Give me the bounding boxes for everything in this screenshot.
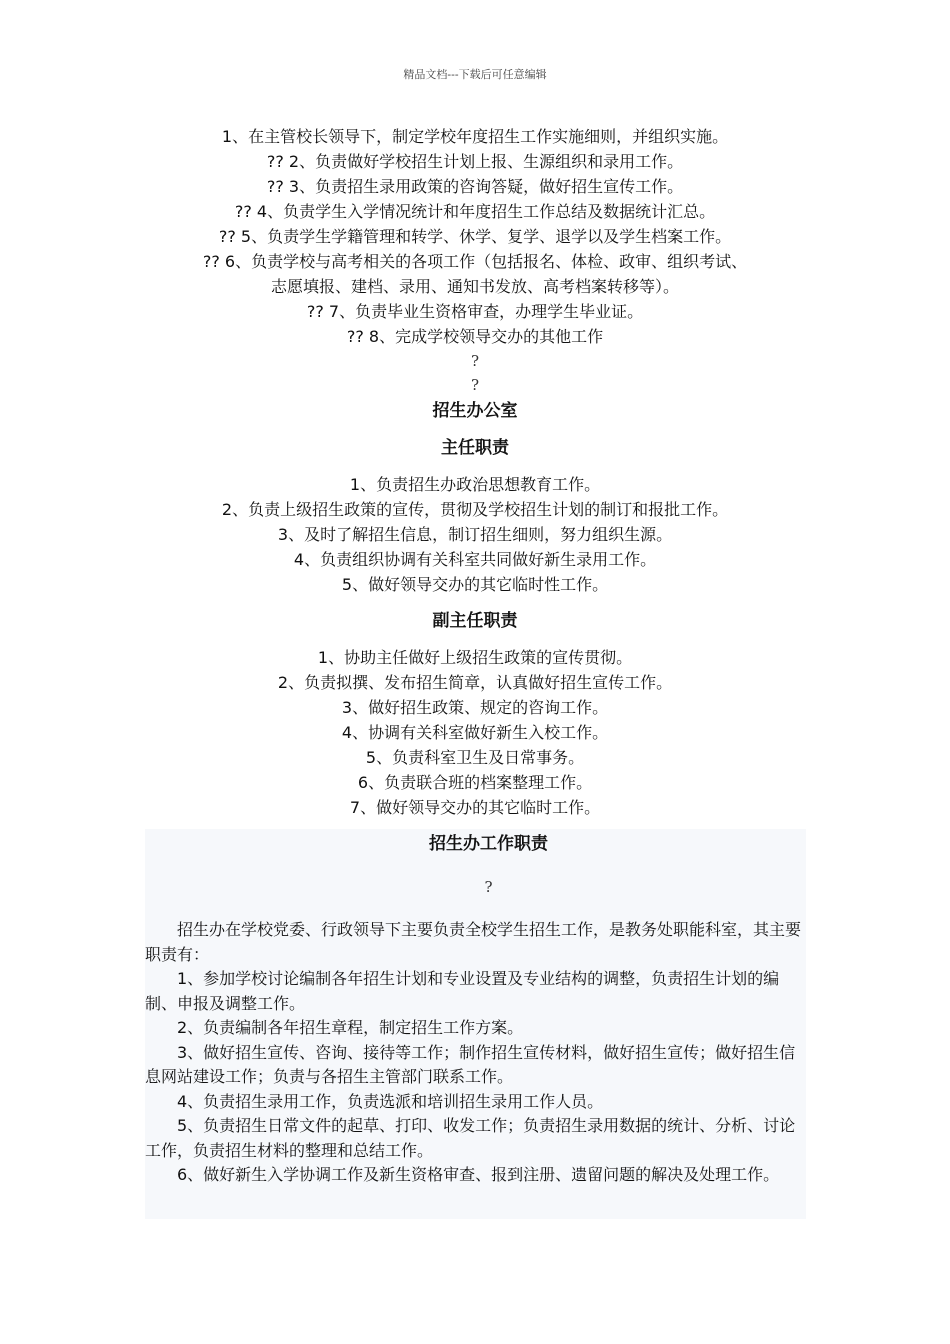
top-duties-list — [0, 124, 950, 349]
list-item: ?? 4、负责学生入学情况统计和年度招生工作总结及数据统计汇总。 — [234, 202, 716, 221]
list-item: 5、负责科室卫生及日常事务。 — [365, 748, 585, 767]
list-item: 2、负责拟撰、发布招生简章，认真做好招生宣传工作。 — [277, 673, 673, 692]
duty-paragraph: 3、做好招生宣传、咨询、接待等工作；制作招生宣传材料，做好招生宣传；做好招生信息网站建设工作；负责与各招生主管部门联系工作。 — [145, 1042, 796, 1086]
list-item: 4、协调有关科室做好新生入校工作。 — [341, 723, 609, 742]
duty-paragraph: 6、做好新生入学协调工作及新生资格审查、报到注册、遗留问题的解决及处理工作。 — [177, 1165, 780, 1184]
deputy-duties-list — [0, 645, 950, 820]
duty-paragraph: 2、负责编制各年招生章程，制定招生工作方案。 — [177, 1018, 524, 1037]
list-item: ?? 6、负责学校与高考相关的各项工作（包括报名、体检、政审、组织考试、 — [202, 252, 748, 271]
list-item: 1、负责招生办政治思想教育工作。 — [349, 475, 601, 494]
office-duties-body — [145, 918, 806, 1188]
list-item: 4、负责组织协调有关科室共同做好新生录用工作。 — [293, 550, 657, 569]
duty-paragraph: 4、负责招生录用工作，负责选派和培训招生录用工作人员。 — [177, 1091, 604, 1111]
director-duties-list — [0, 472, 950, 597]
list-item: ?? 3、负责招生录用政策的咨询答疑，做好招生宣传工作。 — [266, 177, 684, 196]
deputy-title: 副主任职责 — [432, 611, 518, 631]
list-item: 7、做好领导交办的其它临时工作。 — [349, 798, 601, 817]
duty-paragraph: 1、参加学校讨论编制各年招生计划和专业设置及专业结构的调整，负责招生计划的编制、申报及调整工作。 — [145, 969, 780, 1013]
office-duties-section — [145, 829, 806, 1219]
list-item: 1、在主管校长领导下，制定学校年度招生工作实施细则，并组织实施。 — [221, 127, 729, 146]
list-item: ?? 7、负责毕业生资格审查，办理学生毕业证。 — [306, 302, 644, 321]
list-item: 5、做好领导交办的其它临时性工作。 — [341, 575, 609, 594]
placeholder-mark: ? — [484, 878, 493, 896]
intro-paragraph: 招生办在学校党委、行政领导下主要负责全校学生招生工作，是教务处职能科室，其主要职责有： — [145, 920, 802, 964]
duty-paragraph: 5、负责招生日常文件的起草、打印、收发工作；负责招生录用数据的统计、分析、讨论工作，负责招生材料的整理和总结工作。 — [145, 1116, 796, 1160]
list-item: 3、做好招生政策、规定的咨询工作。 — [341, 698, 609, 717]
list-item: ?? 2、负责做好学校招生计划上报、生源组织和录用工作。 — [266, 152, 684, 171]
list-item: 志愿填报、建档、录用、通知书发放、高考档案转移等）。 — [270, 277, 679, 296]
list-item: ?? 8、完成学校领导交办的其他工作 — [346, 327, 604, 346]
list-item: 3、及时了解招生信息，制订招生细则，努力组织生源。 — [277, 525, 673, 544]
placeholder-mark: ? — [470, 352, 480, 370]
office-title: 招生办公室 — [432, 401, 518, 421]
page-header: 精品文档---下载后可任意编辑 — [403, 68, 547, 81]
list-item: 6、负责联合班的档案整理工作。 — [357, 773, 593, 792]
list-item: ?? 5、负责学生学籍管理和转学、休学、复学、退学以及学生档案工作。 — [218, 227, 732, 246]
list-item: 1、协助主任做好上级招生政策的宣传贯彻。 — [317, 648, 633, 667]
office-duties-title: 招生办工作职责 — [429, 834, 548, 854]
placeholder-mark: ? — [470, 376, 480, 394]
director-title: 主任职责 — [441, 438, 509, 458]
list-item: 2、负责上级招生政策的宣传，贯彻及学校招生计划的制订和报批工作。 — [221, 500, 729, 519]
